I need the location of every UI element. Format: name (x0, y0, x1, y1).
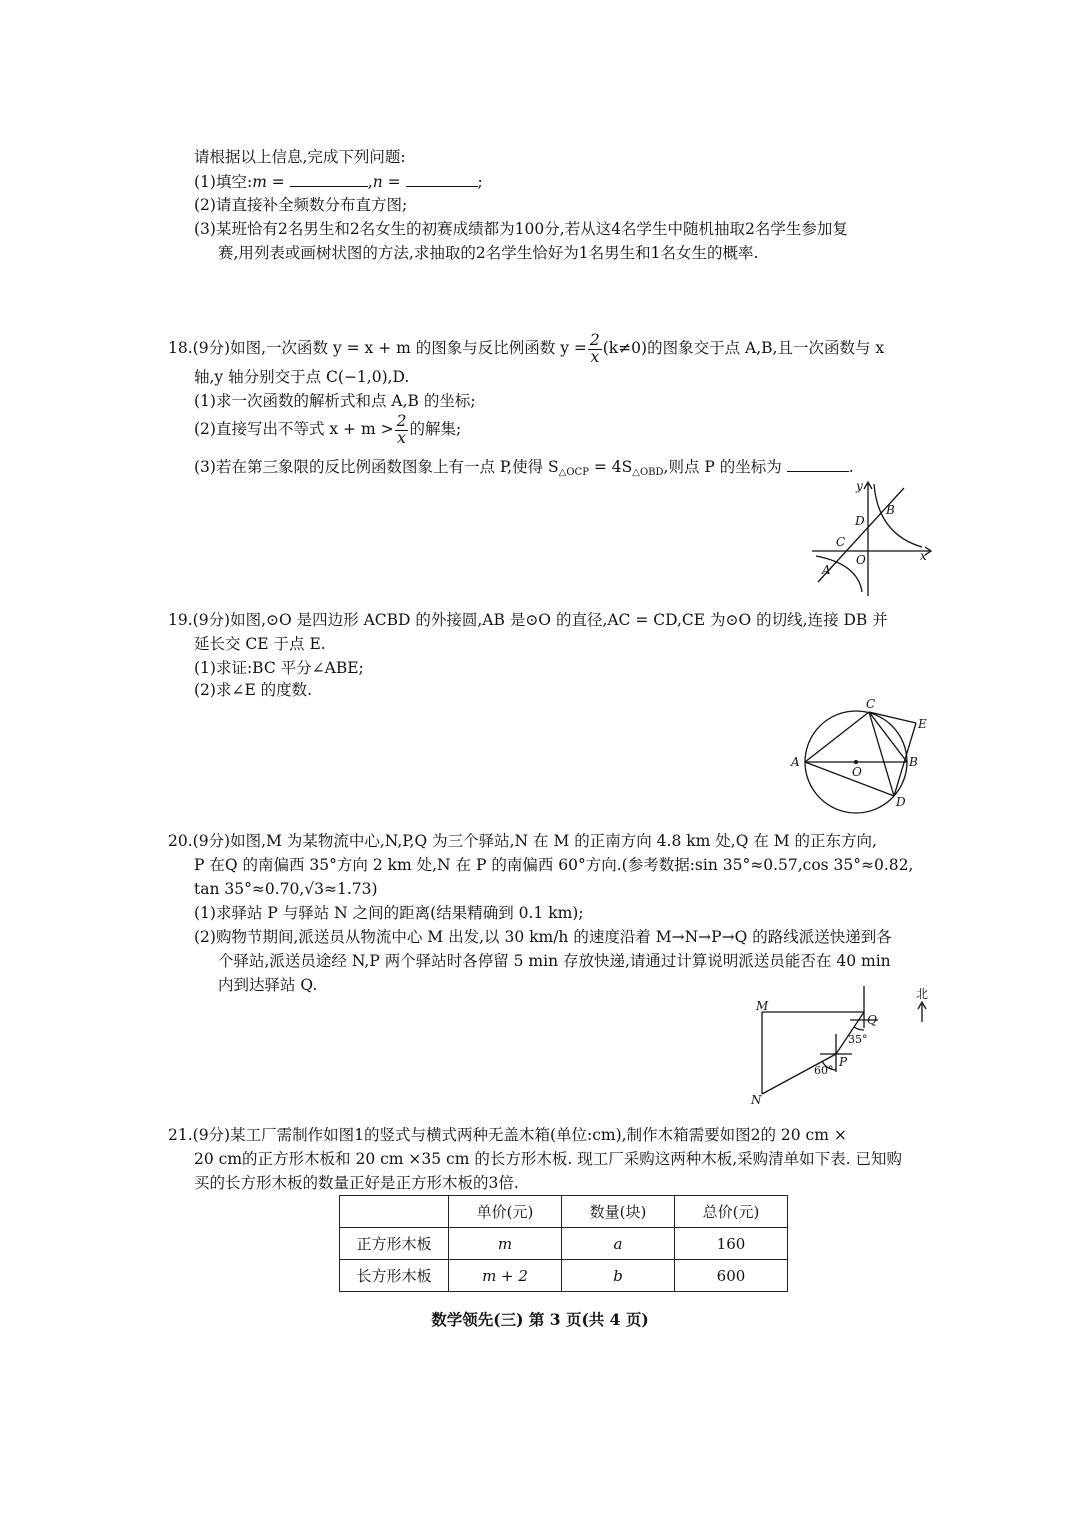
table-cell: 长方形木板 (340, 1260, 449, 1292)
q17-part2: (2)请直接补全频数分布直方图; (194, 196, 408, 214)
q21-price-table (339, 1195, 788, 1292)
q19-line2: 延长交 CE 于点 E. (194, 635, 326, 653)
hyperbola-branch-1 (874, 484, 922, 547)
q18-stem-b: (k≠0)的图象交于点 A,B,且一次函数与 x (602, 339, 885, 357)
fig20-angle-35: 35° (848, 1033, 868, 1046)
q20-part1: (1)求驿站 P 与驿站 N 之间的距离(结果精确到 0.1 km); (194, 904, 584, 922)
q19-figure (786, 696, 936, 816)
q18-frac-den: x (590, 347, 600, 366)
table-cell: b (562, 1260, 675, 1292)
q17-intro: 请根据以上信息,完成下列问题: (194, 148, 406, 166)
fig18-label-C: C (836, 535, 846, 549)
table-header-cell: 总价(元) (675, 1196, 788, 1228)
fig18-label-x: x (920, 549, 927, 563)
q20-part2-line3: 内到达驿站 Q. (218, 976, 318, 994)
fig18-label-y: y (856, 479, 863, 493)
fig20-label-N: N (751, 1093, 762, 1107)
table-cell: a (562, 1228, 675, 1260)
chord-ac (805, 712, 869, 762)
table-header-cell: 数量(块) (562, 1196, 675, 1228)
table-cell: m + 2 (449, 1260, 562, 1292)
q18-part3-a: (3)若在第三象限的反比例函数图象上有一点 P,使得 S (194, 458, 559, 476)
table-cell: 正方形木板 (340, 1228, 449, 1260)
table-header-cell (340, 1196, 449, 1228)
q17-m-blank[interactable] (290, 170, 368, 187)
q17-part3-line2: 赛,用列表或画树状图的方法,求抽取的2名学生恰好为1名男生和1名女生的概率. (218, 244, 759, 262)
q19-part1: (1)求证:BC 平分∠ABE; (194, 659, 364, 677)
chord-ad (805, 762, 894, 796)
q18-part2 (194, 412, 461, 446)
q18-stem-a: 18.(9分)如图,一次函数 y = x + m 的图象与反比例函数 y = (168, 339, 587, 357)
fig19-label-D: D (896, 795, 906, 809)
angle-35-arc (854, 1027, 864, 1030)
q18-part3-end: . (848, 458, 854, 476)
q18-part2-frac-den: x (397, 428, 406, 447)
q18-figure (800, 476, 940, 600)
q19-line1: 19.(9分)如图,⊙O 是四边形 ACBD 的外接圆,AB 是⊙O 的直径,AC = CD,CE 为⊙O 的切线,连接 DB 并 (168, 611, 888, 629)
q17-sep: , (367, 173, 373, 191)
q20-line2: P 在Q 的南偏西 35°方向 2 km 处,N 在 P 的南偏西 60°方向.(参考数据:sin 35°≈0.57,cos 35°≈0.82, (194, 856, 914, 874)
fig19-label-A: A (791, 755, 800, 769)
q21-line3: 买的长方形木板的数量正好是正方形木板的3倍. (194, 1174, 519, 1192)
q20-part2-line2: 个驿站,派送员途经 N,P 两个驿站时各停留 5 min 存放快递,请通过计算说明派送员能否在 40 min (218, 952, 891, 970)
q18-fraction (588, 333, 602, 365)
q18-sub-ocp: △OCP (558, 467, 589, 478)
q18-part2-frac-num: 2 (396, 412, 407, 430)
q18-p-blank[interactable] (787, 455, 849, 472)
q17-end: ; (477, 173, 483, 191)
q18-frac-num: 2 (589, 331, 600, 349)
q18-sub-obd: △OBD (632, 467, 664, 478)
fig18-label-D: D (855, 514, 865, 528)
fig20-north-label: 北 (916, 987, 929, 1001)
fig19-label-E: E (918, 717, 927, 731)
q17-part1-label: (1)填空: (194, 173, 253, 191)
page-footer: 数学领先(三) 第 3 页(共 4 页) (431, 1310, 649, 1329)
fig20-label-Q: Q (867, 1013, 877, 1027)
table-cell: m (449, 1228, 562, 1260)
table-cell: 160 (675, 1228, 788, 1260)
q20-figure (746, 984, 936, 1110)
table-header-cell: 单价(元) (449, 1196, 562, 1228)
q17-n-label: n = (372, 173, 401, 191)
q20-line3: tan 35°≈0.70,√3≈1.73) (194, 880, 378, 898)
table-row (340, 1260, 788, 1292)
fig20-label-P: P (839, 1055, 848, 1069)
q20-line1: 20.(9分)如图,M 为某物流中心,N,P,Q 为三个驿站,N 在 M 的正南方向 4.8 km 处,Q 在 M 的正东方向, (168, 832, 877, 850)
q18-part3-c: ,则点 P 的坐标为 (663, 458, 782, 476)
q19-part2: (2)求∠E 的度数. (194, 681, 313, 699)
q17-part3-line1: (3)某班恰有2名男生和2名女生的初赛成绩都为100分,若从这4名学生中随机抽取2名学生参加复 (194, 220, 848, 238)
q18-part2-a: (2)直接写出不等式 x + m > (194, 420, 394, 438)
q18-line1 (168, 331, 884, 365)
q18-part2-fraction (395, 414, 409, 446)
q21-line1: 21.(9分)某工厂需制作如图1的竖式与横式两种无盖木箱(单位:cm),制作木箱需要如图2的 20 cm × (168, 1126, 847, 1144)
fig19-label-B: B (909, 755, 918, 769)
q17-n-blank[interactable] (406, 170, 478, 187)
fig20-label-M: M (756, 999, 769, 1013)
q18-part1: (1)求一次函数的解析式和点 A,B 的坐标; (194, 392, 476, 410)
q17-part1 (194, 170, 483, 193)
table-header-row (340, 1196, 788, 1228)
fig18-label-B: B (886, 503, 895, 517)
q20-part2-line1: (2)购物节期间,派送员从物流中心 M 出发,以 30 km/h 的速度沿着 M→N→P→Q 的路线派送快递到各 (194, 928, 892, 946)
table-cell: 600 (675, 1260, 788, 1292)
center-dot (854, 760, 858, 764)
fig18-label-O: O (856, 553, 866, 567)
q18-part3-b: = 4S (588, 458, 633, 476)
fig19-label-C: C (866, 697, 876, 711)
q18-part2-b: 的解集; (409, 420, 462, 438)
table-row (340, 1228, 788, 1260)
fig20-angle-60: 60° (814, 1064, 834, 1077)
fig19-label-O: O (852, 765, 862, 779)
q18-part3 (194, 455, 854, 484)
q21-line2: 20 cm的正方形木板和 20 cm ×35 cm 的长方形木板. 现工厂采购这两种木板,采购清单如下表. 已知购 (194, 1150, 902, 1168)
fig18-label-A: A (822, 563, 831, 577)
q18-line2: 轴,y 轴分别交于点 C(−1,0),D. (194, 368, 410, 386)
q17-m-label: m = (252, 173, 285, 191)
